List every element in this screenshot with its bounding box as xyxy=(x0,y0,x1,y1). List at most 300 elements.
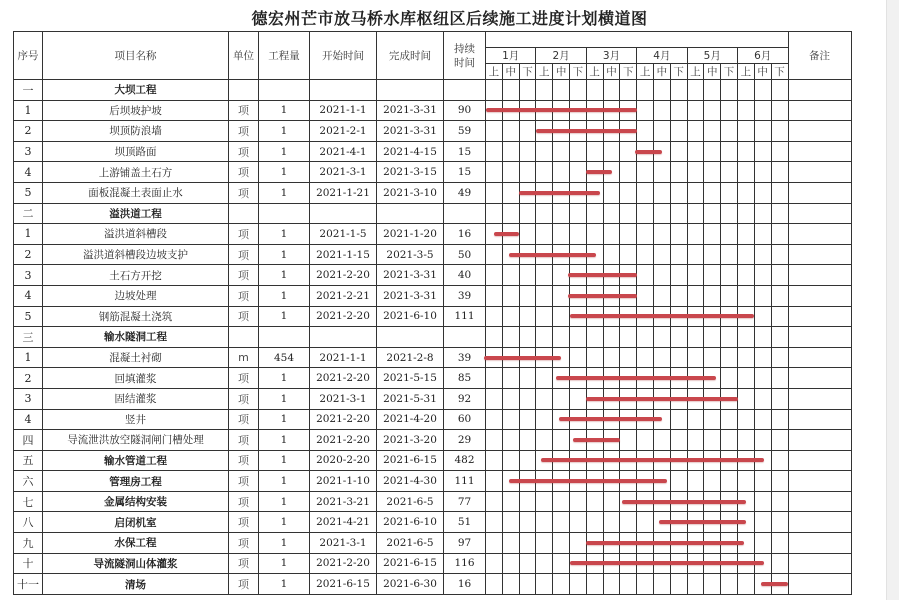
timeline-cell xyxy=(653,327,670,348)
header-seq: 序号 xyxy=(14,32,43,80)
header-remarks: 备注 xyxy=(788,32,851,80)
unit-cell: 项 xyxy=(229,182,259,203)
timeline-cell xyxy=(519,430,536,451)
duration-cell: 85 xyxy=(444,368,486,389)
quantity-cell: 1 xyxy=(259,512,310,533)
timeline-cell xyxy=(586,368,603,389)
timeline-cell xyxy=(721,430,738,451)
timeline-cell xyxy=(620,553,637,574)
timeline-cell xyxy=(536,80,553,101)
timeline-cell xyxy=(653,409,670,430)
timeline-cell xyxy=(553,327,570,348)
timeline-cell xyxy=(553,306,570,327)
timeline-cell xyxy=(486,265,503,286)
timeline-cell xyxy=(569,121,586,142)
timeline-cell xyxy=(536,224,553,245)
timeline-cell xyxy=(721,368,738,389)
duration-cell: 59 xyxy=(444,121,486,142)
table-row xyxy=(14,100,852,121)
name-cell: 输水隧洞工程 xyxy=(43,327,229,348)
timeline-cell xyxy=(653,80,670,101)
timeline-cell xyxy=(670,368,687,389)
timeline-cell xyxy=(502,553,519,574)
category-row xyxy=(14,203,852,224)
timeline-cell xyxy=(486,224,503,245)
timeline-cell xyxy=(754,265,771,286)
timeline-cell xyxy=(519,450,536,471)
timeline-cell xyxy=(687,162,704,183)
scrollbar-track[interactable] xyxy=(886,0,899,600)
remarks-cell xyxy=(788,265,851,286)
dekad-header-4-1: 上 xyxy=(637,64,654,80)
timeline-cell xyxy=(603,512,620,533)
timeline-cell xyxy=(653,388,670,409)
remarks-cell xyxy=(788,244,851,265)
timeline-cell xyxy=(502,471,519,492)
timeline-cell xyxy=(704,306,721,327)
name-cell: 竖井 xyxy=(43,409,229,430)
timeline-cell xyxy=(721,182,738,203)
timeline-cell xyxy=(687,430,704,451)
timeline-cell xyxy=(620,574,637,595)
timeline-cell xyxy=(569,244,586,265)
name-cell: 溢洪道工程 xyxy=(43,203,229,224)
timeline-cell xyxy=(687,224,704,245)
name-cell: 水保工程 xyxy=(43,533,229,554)
name-cell: 管理房工程 xyxy=(43,471,229,492)
timeline-cell xyxy=(620,182,637,203)
timeline-cell xyxy=(754,203,771,224)
category-row xyxy=(14,327,852,348)
quantity-cell: 1 xyxy=(259,162,310,183)
seq-cell: 五 xyxy=(14,450,43,471)
timeline-cell xyxy=(737,100,754,121)
start-date-cell: 2021-1-5 xyxy=(310,224,377,245)
start-date-cell: 2021-2-1 xyxy=(310,121,377,142)
timeline-cell xyxy=(771,491,788,512)
timeline-cell xyxy=(553,430,570,451)
timeline-cell xyxy=(519,512,536,533)
timeline-cell xyxy=(486,141,503,162)
table-body xyxy=(14,80,852,595)
timeline-cell xyxy=(637,347,654,368)
timeline-cell xyxy=(721,388,738,409)
timeline-cell xyxy=(670,574,687,595)
end-date-cell: 2021-3-5 xyxy=(377,244,444,265)
timeline-cell xyxy=(704,553,721,574)
name-cell: 面板混凝土表面止水 xyxy=(43,182,229,203)
timeline-cell xyxy=(704,491,721,512)
schedule-table xyxy=(13,31,852,595)
timeline-cell xyxy=(603,450,620,471)
remarks-cell xyxy=(788,224,851,245)
timeline-cell xyxy=(603,182,620,203)
unit-cell: 项 xyxy=(229,512,259,533)
timeline-cell xyxy=(653,450,670,471)
timeline-cell xyxy=(569,285,586,306)
table-row xyxy=(14,368,852,389)
timeline-cell xyxy=(620,203,637,224)
timeline-cell xyxy=(737,80,754,101)
timeline-cell xyxy=(502,306,519,327)
timeline-cell xyxy=(586,244,603,265)
timeline-cell xyxy=(620,285,637,306)
timeline-cell xyxy=(519,368,536,389)
timeline-cell xyxy=(653,203,670,224)
timeline-cell xyxy=(519,121,536,142)
end-date-cell: 2021-3-31 xyxy=(377,121,444,142)
timeline-cell xyxy=(704,285,721,306)
remarks-cell xyxy=(788,182,851,203)
timeline-cell xyxy=(519,533,536,554)
timeline-cell xyxy=(486,182,503,203)
timeline-cell xyxy=(687,306,704,327)
quantity-cell: 1 xyxy=(259,553,310,574)
seq-cell: 3 xyxy=(14,388,43,409)
timeline-cell xyxy=(653,244,670,265)
remarks-cell xyxy=(788,203,851,224)
timeline-cell xyxy=(502,512,519,533)
timeline-cell xyxy=(536,182,553,203)
name-cell: 土石方开挖 xyxy=(43,265,229,286)
timeline-cell xyxy=(771,430,788,451)
timeline-cell xyxy=(754,121,771,142)
timeline-cell xyxy=(536,471,553,492)
timeline-cell xyxy=(637,574,654,595)
timeline-cell xyxy=(569,224,586,245)
timeline-cell xyxy=(687,553,704,574)
timeline-cell xyxy=(737,574,754,595)
table-row xyxy=(14,430,852,451)
timeline-cell xyxy=(486,203,503,224)
timeline-cell xyxy=(687,347,704,368)
timeline-cell xyxy=(569,368,586,389)
start-date-cell: 2021-1-21 xyxy=(310,182,377,203)
name-cell: 后坝坡护坡 xyxy=(43,100,229,121)
dekad-header-5-2: 中 xyxy=(704,64,721,80)
timeline-cell xyxy=(653,574,670,595)
timeline-cell xyxy=(502,224,519,245)
timeline-cell xyxy=(553,553,570,574)
timeline-cell xyxy=(754,100,771,121)
timeline-cell xyxy=(704,327,721,348)
table-row xyxy=(14,347,852,368)
unit-cell: 项 xyxy=(229,450,259,471)
timeline-cell xyxy=(569,265,586,286)
timeline-cell xyxy=(569,409,586,430)
end-date-cell xyxy=(377,327,444,348)
timeline-cell xyxy=(586,430,603,451)
timeline-cell xyxy=(553,265,570,286)
timeline-cell xyxy=(721,203,738,224)
timeline-cell xyxy=(754,533,771,554)
timeline-cell xyxy=(486,430,503,451)
timeline-cell xyxy=(687,512,704,533)
timeline-cell xyxy=(486,553,503,574)
start-date-cell: 2021-3-1 xyxy=(310,162,377,183)
seq-cell: 三 xyxy=(14,327,43,348)
timeline-cell xyxy=(637,533,654,554)
timeline-cell xyxy=(721,491,738,512)
timeline-cell xyxy=(502,265,519,286)
timeline-cell xyxy=(653,430,670,451)
quantity-cell: 1 xyxy=(259,285,310,306)
timeline-cell xyxy=(502,491,519,512)
dekad-header-3-2: 中 xyxy=(603,64,620,80)
timeline-cell xyxy=(670,491,687,512)
timeline-cell xyxy=(704,430,721,451)
timeline-cell xyxy=(569,574,586,595)
seq-cell: 1 xyxy=(14,224,43,245)
timeline-cell xyxy=(754,182,771,203)
timeline-cell xyxy=(620,265,637,286)
table-row xyxy=(14,244,852,265)
timeline-cell xyxy=(620,244,637,265)
timeline-cell xyxy=(553,368,570,389)
timeline-cell xyxy=(502,450,519,471)
timeline-cell xyxy=(486,244,503,265)
timeline-cell xyxy=(536,121,553,142)
start-date-cell xyxy=(310,203,377,224)
seq-cell: 二 xyxy=(14,203,43,224)
remarks-cell xyxy=(788,409,851,430)
dekad-header-2-3: 下 xyxy=(569,64,586,80)
timeline-cell xyxy=(670,409,687,430)
timeline-cell xyxy=(519,80,536,101)
timeline-cell xyxy=(603,306,620,327)
timeline-cell xyxy=(687,182,704,203)
duration-cell: 51 xyxy=(444,512,486,533)
unit-cell xyxy=(229,80,259,101)
duration-cell: 16 xyxy=(444,224,486,245)
timeline-cell xyxy=(670,162,687,183)
timeline-cell xyxy=(486,121,503,142)
remarks-cell xyxy=(788,553,851,574)
duration-cell: 39 xyxy=(444,347,486,368)
timeline-cell xyxy=(603,224,620,245)
quantity-cell: 1 xyxy=(259,306,310,327)
timeline-cell xyxy=(536,491,553,512)
timeline-cell xyxy=(721,162,738,183)
timeline-cell xyxy=(569,388,586,409)
unit-cell: 项 xyxy=(229,162,259,183)
remarks-cell xyxy=(788,450,851,471)
header-unit: 单位 xyxy=(229,32,259,80)
name-cell: 混凝土衬砌 xyxy=(43,347,229,368)
timeline-cell xyxy=(637,265,654,286)
timeline-cell xyxy=(536,265,553,286)
dekad-header-3-3: 下 xyxy=(620,64,637,80)
timeline-cell xyxy=(670,306,687,327)
month-header-5: 5月 xyxy=(687,48,737,64)
timeline-cell xyxy=(737,203,754,224)
remarks-cell xyxy=(788,368,851,389)
unit-cell: m xyxy=(229,347,259,368)
timeline-cell xyxy=(536,285,553,306)
timeline-cell xyxy=(519,100,536,121)
name-cell: 坝顶防浪墙 xyxy=(43,121,229,142)
timeline-cell xyxy=(637,327,654,348)
timeline-cell xyxy=(536,306,553,327)
timeline-cell xyxy=(704,450,721,471)
start-date-cell: 2021-4-21 xyxy=(310,512,377,533)
timeline-cell xyxy=(704,162,721,183)
timeline-cell xyxy=(737,121,754,142)
timeline-cell xyxy=(519,203,536,224)
timeline-cell xyxy=(670,100,687,121)
timeline-cell xyxy=(737,491,754,512)
timeline-cell xyxy=(687,285,704,306)
header-start: 开始时间 xyxy=(310,32,377,80)
timeline-cell xyxy=(670,182,687,203)
timeline-cell xyxy=(603,327,620,348)
start-date-cell: 2021-2-21 xyxy=(310,285,377,306)
quantity-cell: 1 xyxy=(259,100,310,121)
table-row xyxy=(14,182,852,203)
timeline-cell xyxy=(603,141,620,162)
name-cell: 溢洪道斜槽段 xyxy=(43,224,229,245)
timeline-cell xyxy=(620,533,637,554)
dekad-header-1-3: 下 xyxy=(519,64,536,80)
timeline-cell xyxy=(754,244,771,265)
timeline-cell xyxy=(670,265,687,286)
timeline-cell xyxy=(704,224,721,245)
table-row xyxy=(14,553,852,574)
table-row xyxy=(14,162,852,183)
quantity-cell: 1 xyxy=(259,121,310,142)
unit-cell: 项 xyxy=(229,471,259,492)
timeline-cell xyxy=(519,265,536,286)
timeline-cell xyxy=(637,80,654,101)
dekad-header-1-2: 中 xyxy=(502,64,519,80)
timeline-cell xyxy=(704,244,721,265)
timeline-cell xyxy=(737,244,754,265)
duration-cell: 482 xyxy=(444,450,486,471)
name-cell: 边坡处理 xyxy=(43,285,229,306)
start-date-cell: 2021-3-1 xyxy=(310,388,377,409)
timeline-cell xyxy=(670,80,687,101)
timeline-cell xyxy=(569,182,586,203)
quantity-cell: 1 xyxy=(259,388,310,409)
timeline-cell xyxy=(721,553,738,574)
timeline-cell xyxy=(754,80,771,101)
timeline-cell xyxy=(486,100,503,121)
timeline-cell xyxy=(502,430,519,451)
timeline-cell xyxy=(569,430,586,451)
timeline-cell xyxy=(737,430,754,451)
quantity-cell: 1 xyxy=(259,409,310,430)
timeline-cell xyxy=(653,368,670,389)
duration-cell xyxy=(444,327,486,348)
name-cell: 输水管道工程 xyxy=(43,450,229,471)
timeline-cell xyxy=(586,265,603,286)
timeline-cell xyxy=(486,162,503,183)
duration-cell: 111 xyxy=(444,306,486,327)
timeline-cell xyxy=(771,100,788,121)
seq-cell: 3 xyxy=(14,141,43,162)
timeline-cell xyxy=(569,553,586,574)
timeline-cell xyxy=(771,121,788,142)
timeline-cell xyxy=(569,347,586,368)
unit-cell: 项 xyxy=(229,368,259,389)
timeline-cell xyxy=(536,388,553,409)
timeline-cell xyxy=(536,450,553,471)
timeline-cell xyxy=(553,409,570,430)
timeline-cell xyxy=(704,574,721,595)
timeline-cell xyxy=(721,327,738,348)
timeline-cell xyxy=(502,121,519,142)
timeline-cell xyxy=(704,409,721,430)
timeline-cell xyxy=(737,450,754,471)
timeline-cell xyxy=(670,553,687,574)
timeline-cell xyxy=(653,285,670,306)
remarks-cell xyxy=(788,327,851,348)
timeline-cell xyxy=(586,121,603,142)
timeline-cell xyxy=(519,553,536,574)
timeline-cell xyxy=(687,409,704,430)
end-date-cell: 2021-3-31 xyxy=(377,100,444,121)
seq-cell: 八 xyxy=(14,512,43,533)
timeline-cell xyxy=(771,162,788,183)
timeline-cell xyxy=(771,368,788,389)
timeline-cell xyxy=(519,327,536,348)
table-row xyxy=(14,285,852,306)
start-date-cell xyxy=(310,80,377,101)
timeline-cell xyxy=(486,368,503,389)
timeline-cell xyxy=(737,224,754,245)
quantity-cell xyxy=(259,203,310,224)
timeline-cell xyxy=(737,388,754,409)
timeline-cell xyxy=(536,100,553,121)
timeline-cell xyxy=(536,141,553,162)
timeline-cell xyxy=(637,388,654,409)
timeline-cell xyxy=(754,368,771,389)
header-timeline-blank xyxy=(486,32,789,48)
timeline-cell xyxy=(620,224,637,245)
timeline-cell xyxy=(502,574,519,595)
header-name: 项目名称 xyxy=(43,32,229,80)
unit-cell xyxy=(229,327,259,348)
timeline-cell xyxy=(737,265,754,286)
duration-cell: 90 xyxy=(444,100,486,121)
table-row xyxy=(14,306,852,327)
duration-cell: 15 xyxy=(444,141,486,162)
timeline-cell xyxy=(737,533,754,554)
timeline-cell xyxy=(721,141,738,162)
unit-cell: 项 xyxy=(229,388,259,409)
quantity-cell: 1 xyxy=(259,141,310,162)
duration-cell: 97 xyxy=(444,533,486,554)
timeline-cell xyxy=(687,141,704,162)
timeline-cell xyxy=(771,450,788,471)
timeline-cell xyxy=(553,388,570,409)
timeline-cell xyxy=(569,306,586,327)
timeline-cell xyxy=(771,409,788,430)
timeline-cell xyxy=(536,203,553,224)
timeline-cell xyxy=(771,203,788,224)
timeline-cell xyxy=(620,162,637,183)
timeline-cell xyxy=(704,141,721,162)
timeline-cell xyxy=(737,471,754,492)
end-date-cell: 2021-6-15 xyxy=(377,553,444,574)
name-cell: 大坝工程 xyxy=(43,80,229,101)
unit-cell: 项 xyxy=(229,244,259,265)
quantity-cell: 1 xyxy=(259,368,310,389)
timeline-cell xyxy=(486,491,503,512)
timeline-cell xyxy=(569,471,586,492)
timeline-cell xyxy=(721,450,738,471)
end-date-cell: 2021-3-10 xyxy=(377,182,444,203)
